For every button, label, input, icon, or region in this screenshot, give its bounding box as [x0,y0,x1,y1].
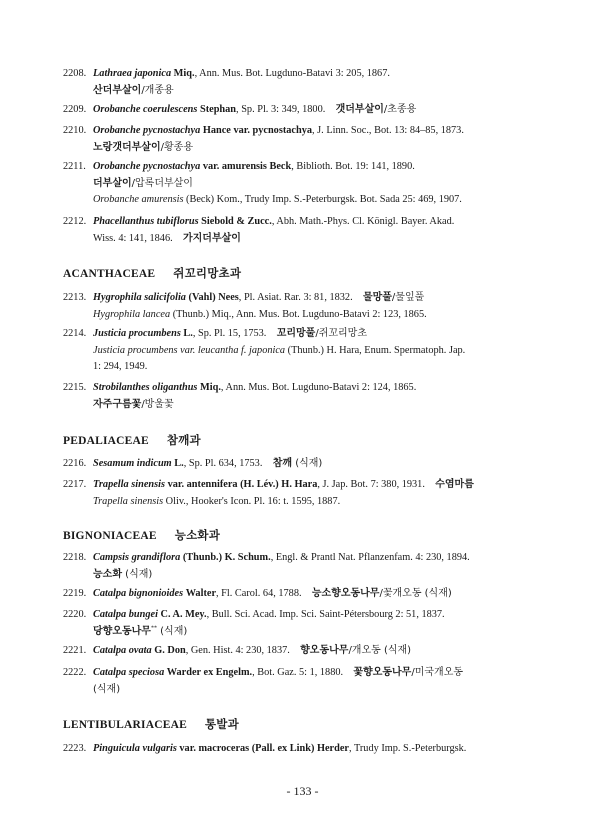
species-name: Orobanche coerulescens [93,104,198,115]
korean-name: 노랑갯더부살이 [93,141,161,153]
korean-alt-name: /물잎풀 [391,292,425,303]
species-name: Catalpa speciosa [93,667,165,678]
entry-number: 2216. [63,458,87,469]
species-entry [63,159,553,209]
entry-number: 2209. [63,104,87,115]
family-korean: 참깨과 [166,433,201,447]
entry-number: 2223. [63,743,87,754]
entry-number: 2212. [63,216,87,227]
korean-name: 향오동나무 [300,645,349,656]
species-entry [63,643,553,660]
korean-alt-name: /꽃개오동 (식재) [379,588,452,599]
korean-alt-name-continued: (식재) [93,683,121,695]
synonym-name: Orobanche amurensis [93,194,184,205]
entry-number: 2222. [63,667,87,678]
korean-name: 능소화 [93,568,122,580]
korean-name: 더부살이 [93,177,132,189]
korean-alt-name: /쥐꼬리망초 [315,328,367,339]
author: (Vahl) Nees [188,292,239,303]
entry-number: 2208. [63,68,87,79]
entry-number: 2211. [63,161,86,172]
species-name: Catalpa ovata [93,645,152,656]
author: L. [183,328,193,339]
korean-alt-name: /초종용 [383,104,417,115]
species-entry [63,123,553,156]
species-entry [63,326,553,376]
family-latin: LENTIBULARIACEAE [63,719,187,731]
korean-name: 산더부살이 [93,84,142,96]
author: Siebold & Zucc. [201,216,272,227]
korean-name: 수염마름 [435,479,474,490]
page-number: - 133 - [286,784,319,798]
korean-alt-name: /개오동 (식재) [348,645,412,656]
family-latin: PEDALIACEAE [63,435,149,447]
family-latin: ACANTHACEAE [63,268,156,280]
reference: , Sp. Pl. 3: 349, 1800. [236,104,326,115]
reference: , Pl. Asiat. Rar. 3: 81, 1832. [238,292,353,303]
species-entry [63,741,553,758]
author: var. antennifera (H. Lév.) H. Hara [167,479,318,490]
entry-number: 2221. [63,645,87,656]
synonym-reference: (Beck) Kom., Trudy Imp. S.-Peterburgsk. Bot. Sada 25: 469, 1907. [183,194,462,205]
author: Hance var. pycnostachya [202,125,313,136]
species-name: Strobilanthes oliganthus [93,382,198,393]
species-entry [63,550,553,583]
reference: , Sp. Pl. 15, 1753. [192,328,267,339]
species-name: Phacellanthus tubiflorus [93,216,199,227]
family-korean: 쥐꼬리망초과 [173,266,242,280]
reference: , Engl. & Prantl Nat. Pflanzenfam. 4: 230, 1894. [270,552,470,563]
author: (Thunb.) K. Schum. [182,552,271,563]
synonym-name: Hygrophila lancea [93,308,171,320]
entry-number: 2210. [63,125,87,136]
reference-continued: Wiss. 4: 141, 1846. [93,232,173,244]
family-heading [63,527,220,543]
korean-name: 당향오동나무 [93,625,151,637]
family-latin: BIGNONIACEAE [63,530,157,542]
reference: , J. Jap. Bot. 7: 380, 1931. [317,479,425,490]
reference: , Sp. Pl. 634, 1753. [183,458,263,469]
author: var. macroceras (Pall. ex Link) Herder [179,743,349,754]
species-name: Catalpa bungei [93,609,158,620]
author: Walter [185,588,217,599]
korean-name: 갯더부살이 [335,104,384,115]
korean-alt-name: /개종용 [141,84,174,96]
reference: , Fl. Carol. 64, 1788. [216,588,302,599]
entry-number: 2219. [63,588,87,599]
entry-number: 2220. [63,609,87,620]
species-entry [63,290,553,323]
species-name: Justicia procumbens [93,328,181,339]
reference: , Biblioth. Bot. 19: 141, 1890. [291,161,415,172]
species-entry [63,607,553,640]
species-name: Campsis grandiflora [93,552,181,563]
species-name: Trapella sinensis [93,479,165,490]
korean-alt-name: /방울꽃 [141,398,174,410]
author: G. Don [154,645,186,656]
reference: , Bull. Sci. Acad. Imp. Sci. Saint-Pétersbourg 2: 51, 1837. [206,609,445,620]
korean-name: 꽃향오동나무 [353,667,412,678]
entry-number: 2214. [63,328,87,339]
korean-alt-name: /미국개오동 [411,667,464,678]
reference: , Ann. Mus. Bot. Lugduno-Batavi 2: 124, 1865. [220,382,417,393]
synonym-reference-continued: 1: 294, 1949. [93,361,148,372]
author: Miq. [200,382,221,393]
entry-number: 2217. [63,479,87,490]
family-heading [63,716,239,732]
synonym-reference: (Thunb.) H. Hara, Enum. Spermatoph. Jap. [285,344,466,356]
reference: , Trudy Imp. S.-Peterburgsk. [348,743,467,754]
reference: , Bot. Gaz. 5: 1, 1880. [252,667,344,678]
korean-name: 가지더부살이 [182,232,241,244]
author: Miq. [173,68,195,79]
species-entry [63,66,553,99]
synonym-name: Justicia procumbens var. leucantha f. japonica [93,344,286,356]
species-name: Orobanche pycnostachya [93,161,201,172]
family-heading [63,432,201,448]
korean-name: 참깨 [272,458,293,469]
korean-alt-name: (식재) [156,625,188,637]
synonym-reference: (Thunb.) Miq., Ann. Mus. Bot. Lugduno-Batavi 2: 123, 1865. [170,308,427,320]
species-entry [63,477,553,510]
footnote-mark: ** [150,625,157,632]
korean-alt-name: /압록더부살이 [131,177,193,189]
species-entry [63,102,553,119]
author: C. A. Mey. [160,609,207,620]
species-entry [63,214,553,247]
author: var. amurensis Beck [202,161,292,172]
species-entry [63,380,553,413]
entry-number: 2213. [63,292,87,303]
korean-name: 꼬리망풀 [276,328,316,339]
reference: , Abh. Math.-Phys. Cl. Königl. Bayer. Akad. [271,216,455,227]
korean-alt-name: (식재) [121,568,153,580]
species-entry [63,665,553,698]
korean-alt-name: /황종용 [160,141,193,153]
species-name: Hygrophila salicifolia [93,292,186,303]
korean-name: 자주구름꽃 [93,398,142,410]
species-name: Pinguicula vulgaris [93,743,177,754]
author: Warder ex Engelm. [166,667,253,678]
korean-name: 능소향오동나무 [311,588,380,599]
korean-name: 물망풀 [362,292,392,303]
reference: , Ann. Mus. Bot. Lugduno-Batavi 3: 205, 1867. [194,68,390,79]
family-korean: 통발과 [204,717,239,731]
species-entry [63,456,553,473]
species-name: Sesamum indicum [93,458,172,469]
family-heading [63,265,241,281]
synonym-reference: Oliv., Hooker's Icon. Pl. 16: t. 1595, 1887. [163,495,341,507]
reference: , J. Linn. Soc., Bot. 13: 84–85, 1873. [312,125,464,136]
reference: , Gen. Hist. 4: 230, 1837. [185,645,290,656]
species-name: Orobanche pycnostachya [93,125,201,136]
entry-number: 2215. [63,382,87,393]
author: Stephan [199,104,237,115]
species-name: Catalpa bignonioides [93,588,184,599]
synonym-name: Trapella sinensis [93,495,164,507]
entry-number: 2218. [63,552,87,563]
species-entry [63,586,553,603]
korean-alt-name: (식재) [292,458,323,469]
author: L. [174,458,184,469]
species-name: Lathraea japonica [93,68,172,79]
family-korean: 능소화과 [174,528,221,542]
